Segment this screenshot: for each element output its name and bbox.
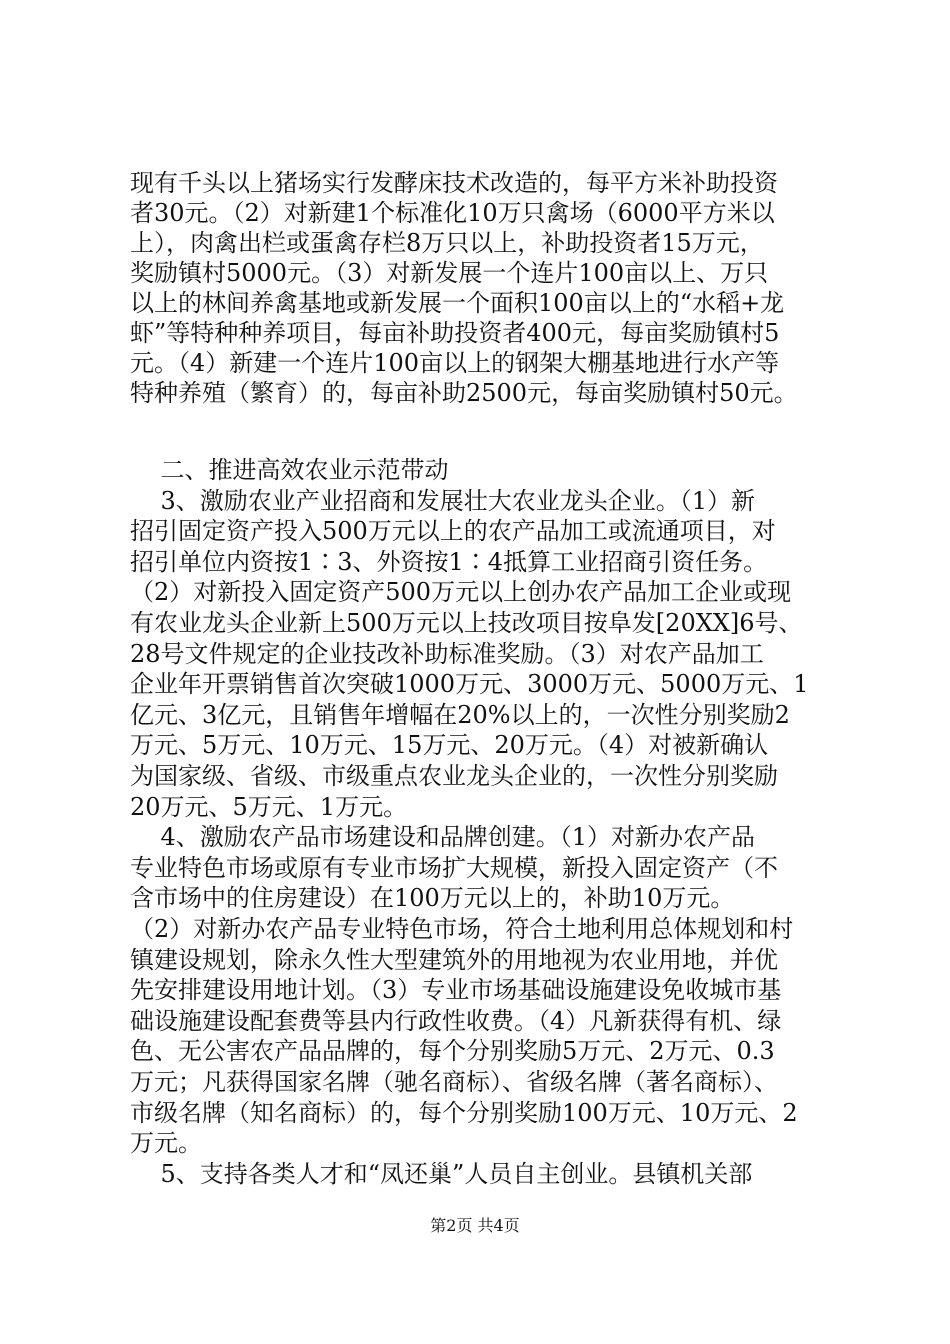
text-line: 特种养殖（繁育）的，每亩补助2500元，每亩奖励镇村50元。 bbox=[130, 379, 798, 407]
text-line: 色、无公害农产品品牌的，每个分别奖励5万元、2万元、0.3 bbox=[130, 1037, 775, 1066]
page-footer: 第2页 共4页 bbox=[430, 1216, 520, 1235]
text-line: 万元；凡获得国家名牌（驰名商标）、省级名牌（著名商标）、 bbox=[130, 1068, 778, 1096]
text-line: 元。（4）新建一个连片100亩以上的钢架大棚基地进行水产等 bbox=[130, 349, 780, 377]
text-line: 20万元、5万元、1万元。 bbox=[130, 792, 408, 821]
text-line: 虾”等特种种养项目，每亩补助投资者400元，每亩奖励镇村5 bbox=[130, 319, 780, 347]
text-line: 市级名牌（知名商标）的，每个分别奖励100万元、10万元、2 bbox=[130, 1098, 798, 1127]
text-line: 础设施建设配套费等县内行政性收费。（4）凡新获得有机、绿 bbox=[130, 1006, 782, 1035]
text-line: 上），肉禽出栏或蛋禽存栏8万只以上，补助投资者15万元， bbox=[130, 229, 764, 257]
text-line: 奖励镇村5000元。（3）对新发展一个连片100亩以上、万只 bbox=[130, 259, 769, 287]
text-line: 现有千头以上猪场实行发酵床技术改造的，每平方米补助投资 bbox=[130, 169, 778, 197]
text-line: 企业年开票销售首次突破1000万元、3000万元、5000万元、1 bbox=[130, 670, 809, 699]
text-line: 者30元。（2）对新建1个标准化10万只禽场（6000平方米以 bbox=[130, 199, 775, 227]
text-line: 万元。 bbox=[130, 1129, 202, 1158]
text-line: 招引固定资产投入500万元以上的农产品加工或流通项目，对 bbox=[130, 517, 776, 546]
text-line: 5、支持各类人才和“凤还巢”人员自主创业。县镇机关部 bbox=[130, 1159, 753, 1188]
text-line: （2）对新办农产品专业特色市场，符合土地利用总体规划和村 bbox=[130, 915, 794, 943]
text-line: 含市场中的住房建设）在100万元以上的，补助10万元。 bbox=[130, 884, 735, 913]
text-line: 先安排建设用地计划。（3）专业市场基础设施建设免收城市基 bbox=[130, 976, 782, 1005]
text-line: 4、激励农产品市场建设和品牌创建。（1）对新办农产品 bbox=[130, 823, 756, 852]
text-line: 以上的林间养禽基地或新发展一个面积100亩以上的“水稻+龙 bbox=[130, 289, 785, 317]
text-line: 招引单位内资按1∶3、外资按1∶4抵算工业招商引资任务。 bbox=[130, 547, 768, 576]
text-line: 有农业龙头企业新上500万元以上技改项目按阜发[20XX]6号、 bbox=[130, 609, 803, 637]
text-line: 镇建设规划，除永久性大型建筑外的用地视为农业用地，并优 bbox=[130, 945, 778, 974]
text-line: 专业特色市场或原有专业市场扩大规模，新投入固定资产（不 bbox=[130, 853, 778, 882]
text-line: 二、推进高效农业示范带动 bbox=[130, 456, 449, 484]
text-line: 万元、5万元、10万元、15万元、20万元。（4）对被新确认 bbox=[130, 731, 769, 760]
text-line: 28号文件规定的企业技改补助标准奖励。（3）对农产品加工 bbox=[130, 639, 764, 668]
text-line: 亿元、3亿元，且销售年增幅在20%以上的，一次性分别奖励2 bbox=[130, 700, 790, 729]
text-line: 3、激励农业产业招商和发展壮大农业龙头企业。（1）新 bbox=[130, 486, 756, 515]
text-line: 为国家级、省级、市级重点农业龙头企业的，一次性分别奖励 bbox=[130, 762, 778, 790]
text-line: （2）对新投入固定资产500万元以上创办农产品加工企业或现 bbox=[130, 578, 792, 607]
